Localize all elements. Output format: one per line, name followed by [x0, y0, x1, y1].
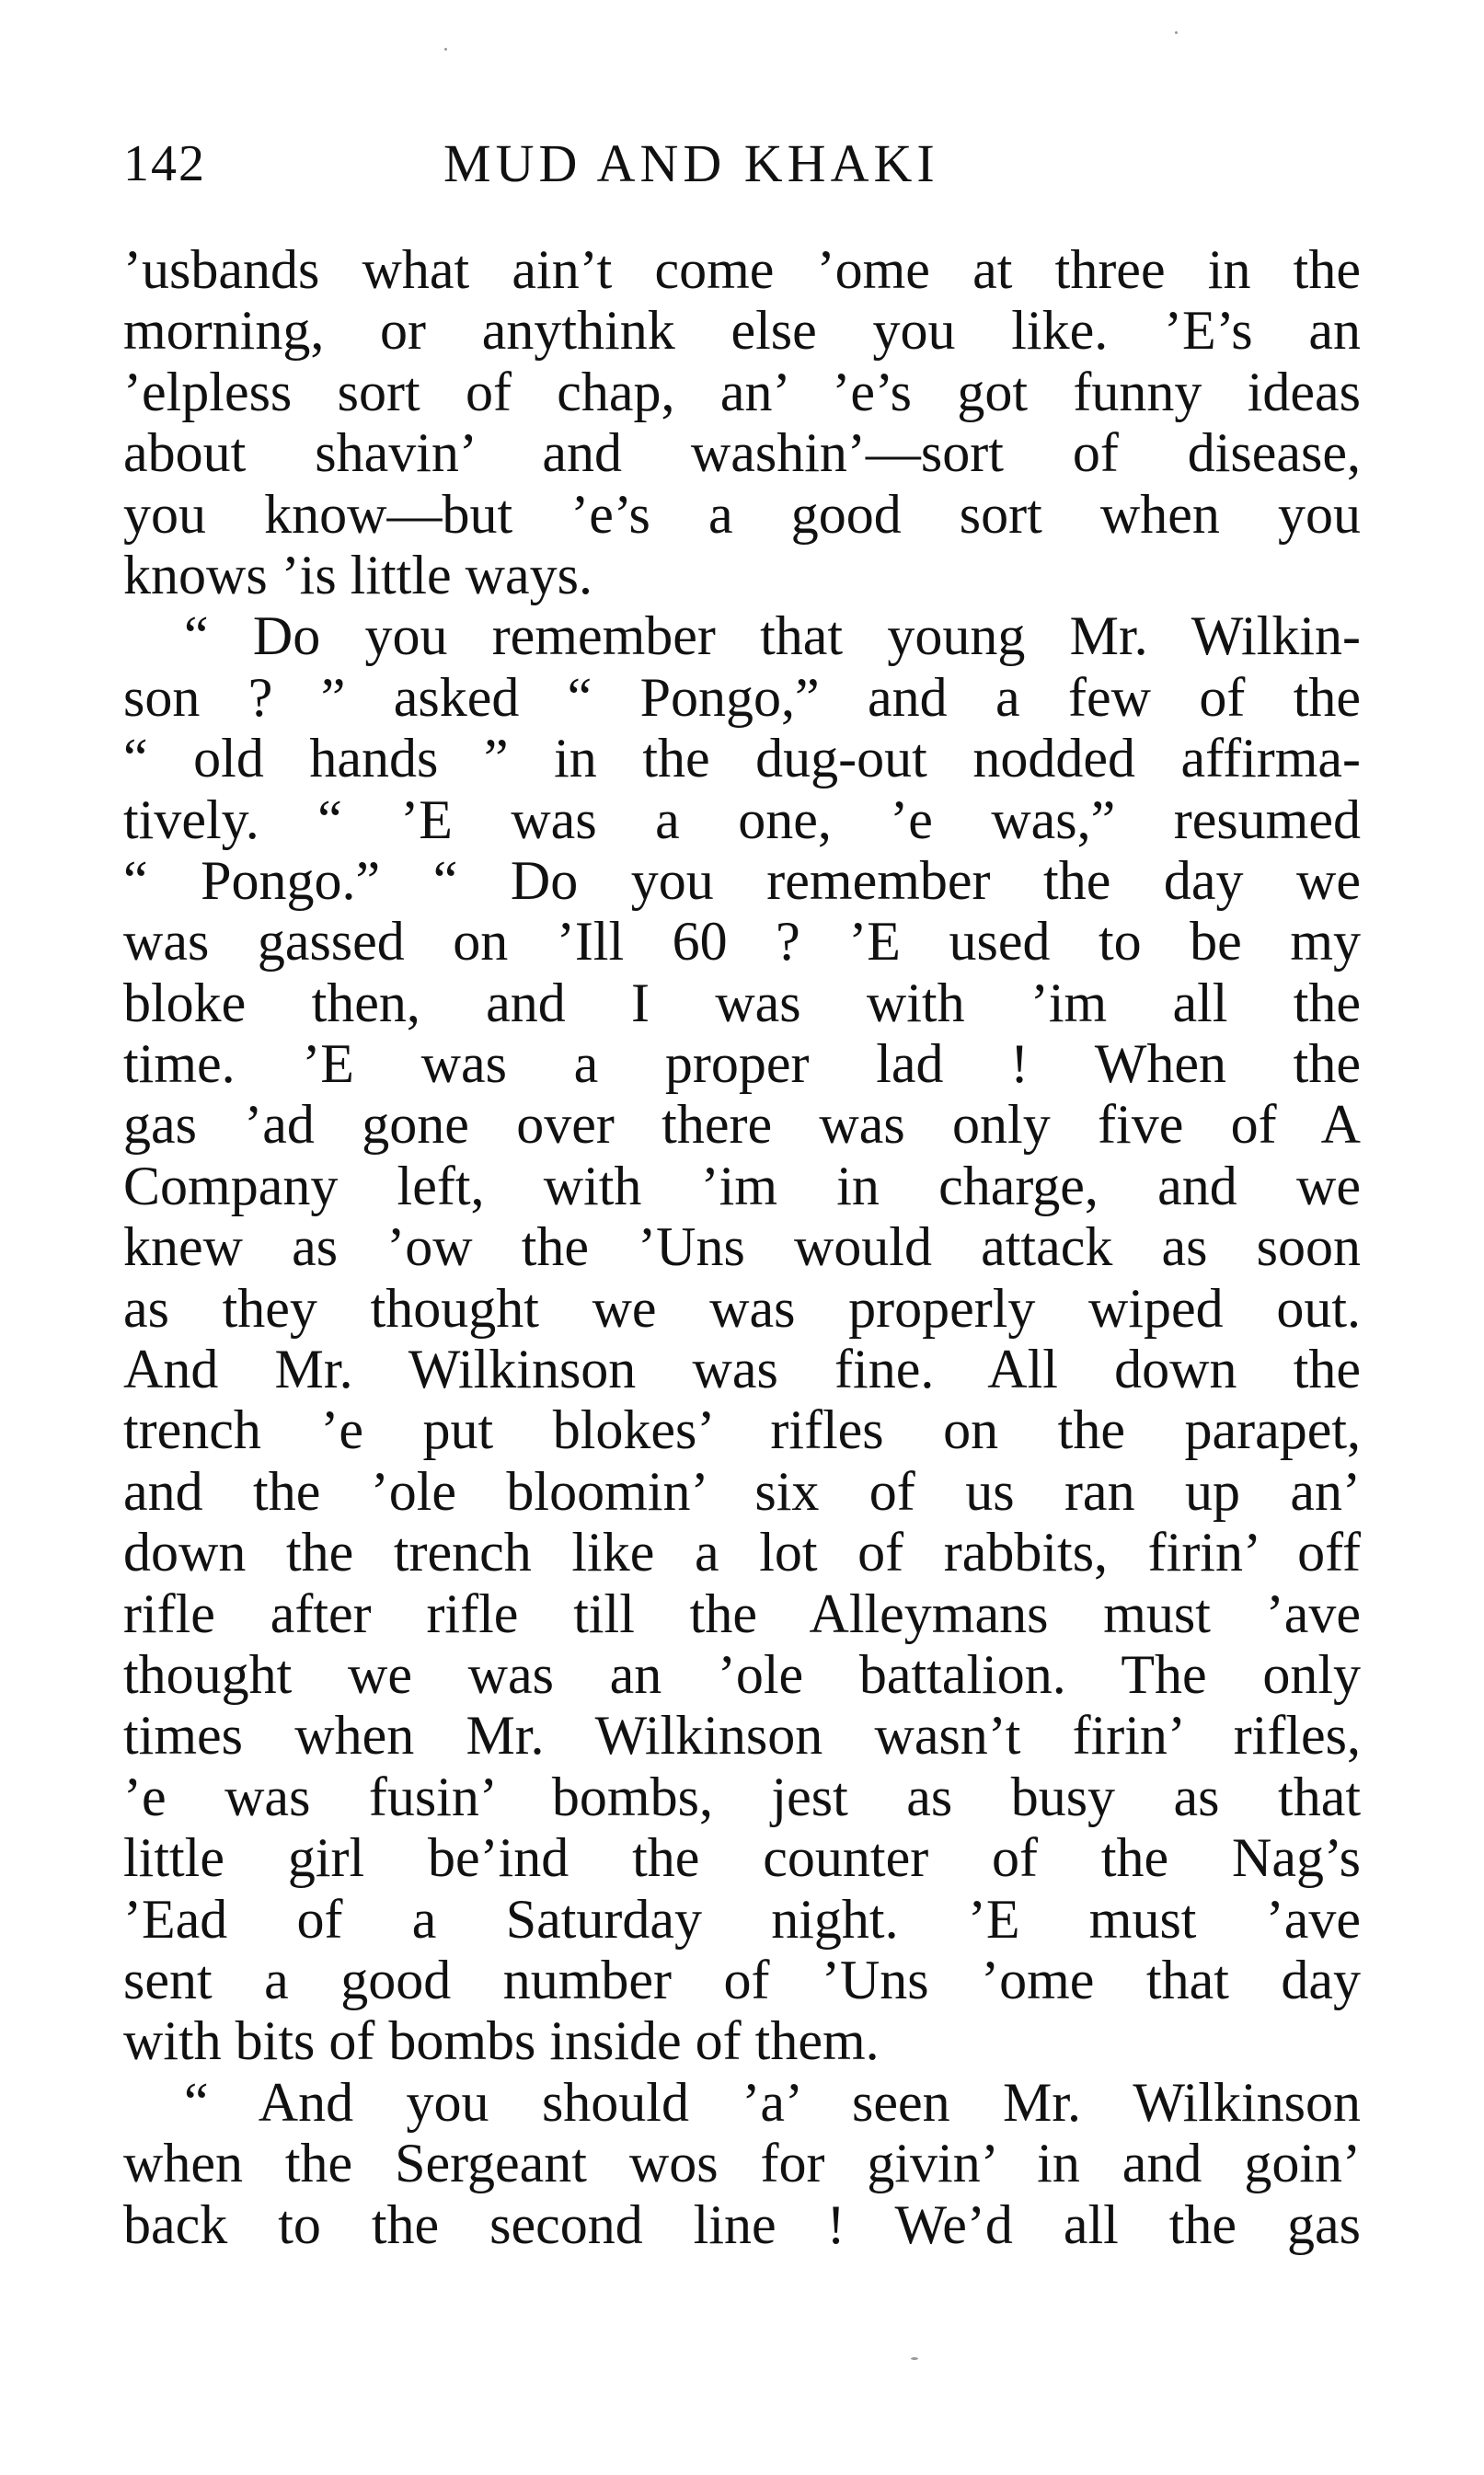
print-speck — [1175, 31, 1178, 34]
text-line-20: trench ’e put blokes’ rifles on the parapet, — [123, 1399, 1361, 1461]
running-title: MUD AND KHAKI — [443, 133, 939, 193]
running-head — [123, 127, 1361, 201]
text-line-7: “ Do you remember that young Mr. Wilkin- — [184, 605, 1361, 667]
text-line-24: thought we was an ’ole battalion. The only — [123, 1643, 1361, 1705]
text-line-1: ’usbands what ain’t come ’ome at three in the — [123, 239, 1361, 300]
text-line-29: sent a good number of ’Uns ’ome that day — [123, 1949, 1361, 2010]
print-speck — [911, 2357, 918, 2360]
text-line-8: son ? ” asked “ Pongo,” and a few of the — [123, 666, 1361, 728]
text-line-32: when the Sergeant wos for givin’ in and goin’ — [123, 2133, 1361, 2194]
text-line-4: about shavin’ and washin’—sort of disease, — [123, 422, 1361, 484]
text-line-18: as they thought we was properly wiped out. — [123, 1277, 1361, 1339]
text-line-3: ’elpless sort of chap, an’ ’e’s got funny ideas — [123, 361, 1361, 422]
text-line-6: knows ’is little ways. — [123, 544, 592, 605]
text-line-26: ’e was fusin’ bombs, jest as busy as that — [123, 1766, 1361, 1827]
text-line-11: “ Pongo.” “ Do you remember the day we — [123, 849, 1361, 911]
text-line-14: time. ’E was a proper lad ! When the — [123, 1033, 1361, 1095]
text-line-33: back to the second line ! We’d all the gas — [123, 2193, 1361, 2255]
text-line-15: gas ’ad gone over there was only five of A — [123, 1094, 1361, 1156]
text-line-21: and the ’ole bloomin’ six of us ran up an’ — [123, 1460, 1361, 1522]
text-line-17: knew as ’ow the ’Uns would attack as soon — [123, 1216, 1361, 1278]
page-number: 142 — [123, 135, 206, 192]
text-line-13: bloke then, and I was with ’im all the — [123, 972, 1361, 1033]
body-text — [123, 239, 1361, 2255]
text-line-16: Company left, with ’im in charge, and we — [123, 1155, 1361, 1216]
text-line-31: “ And you should ’a’ seen Mr. Wilkinson — [184, 2071, 1361, 2133]
text-line-19: And Mr. Wilkinson was fine. All down the — [123, 1339, 1361, 1400]
print-speck — [444, 48, 447, 51]
text-line-12: was gassed on ’Ill 60 ? ’E used to be my — [123, 911, 1361, 973]
text-line-22: down the trench like a lot of rabbits, firin’ off — [123, 1522, 1361, 1583]
text-line-23: rifle after rifle till the Alleymans must ’ave — [123, 1583, 1361, 1644]
text-line-27: little girl be’ind the counter of the Nag’s — [123, 1827, 1361, 1889]
text-line-28: ’Ead of a Saturday night. ’E must ’ave — [123, 1888, 1361, 1950]
text-line-30: with bits of bombs inside of them. — [123, 2010, 880, 2072]
text-line-25: times when Mr. Wilkinson wasn’t firin’ rifles, — [123, 1705, 1361, 1767]
text-line-9: “ old hands ” in the dug-out nodded affirma- — [123, 728, 1361, 789]
text-line-5: you know—but ’e’s a good sort when you — [123, 483, 1361, 545]
text-line-2: morning, or anythink else you like. ’E’s an — [123, 300, 1361, 362]
text-line-10: tively. “ ’E was a one, ’e was,” resumed — [123, 789, 1361, 850]
